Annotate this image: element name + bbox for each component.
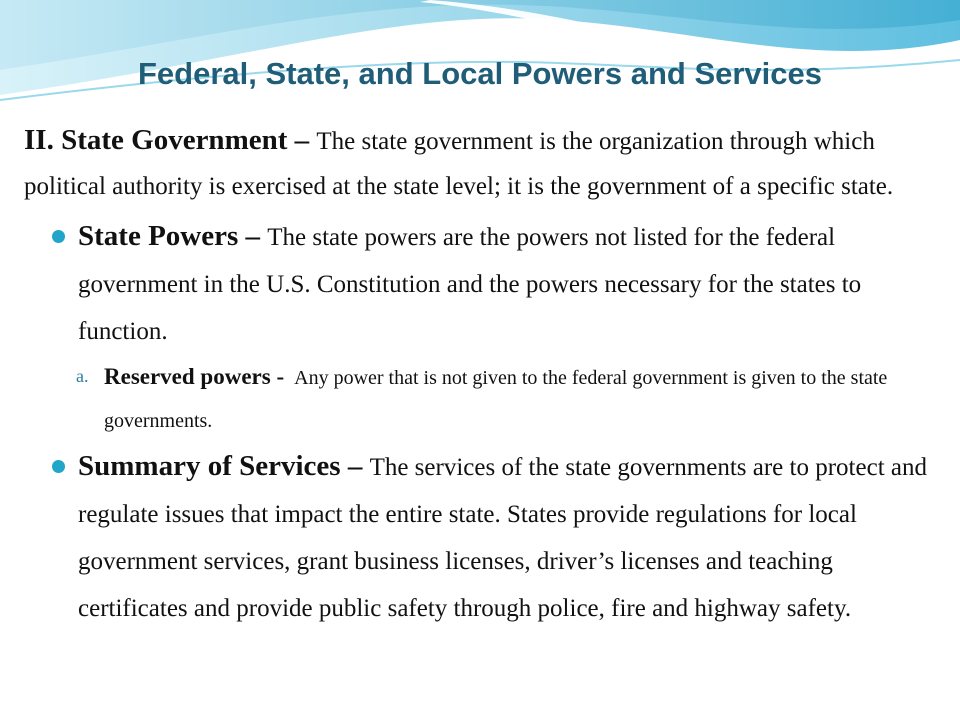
header-wave-banner bbox=[0, 0, 960, 110]
bullet-dash: – bbox=[340, 450, 370, 482]
bullet-text: The state powers are the powers not listed for the federal government in the U.S. Constitution and the powers necessary for the states to function. bbox=[78, 224, 862, 345]
sub-item-marker: a. bbox=[76, 366, 89, 386]
bullet-heading: Summary of Services bbox=[78, 450, 341, 482]
slide-title: Federal, State, and Local Powers and Services bbox=[138, 56, 822, 91]
sub-item-reserved-powers bbox=[24, 355, 939, 443]
intro-text: The state government is the organization through which political authority is exercised at the state level; it is the government of a specific state. bbox=[24, 128, 894, 200]
sub-item-text: Any power that is not given to the federal government is given to the state governments. bbox=[104, 367, 888, 432]
sub-item-heading: Reserved powers - bbox=[104, 364, 285, 389]
intro-heading: II. State Government bbox=[24, 124, 288, 156]
bullet-summary-of-services bbox=[24, 443, 939, 632]
slide-body bbox=[24, 118, 939, 632]
bullet-state-powers bbox=[24, 213, 939, 355]
bullet-icon bbox=[52, 460, 65, 473]
bullet-icon bbox=[52, 230, 65, 243]
bullet-text: The services of the state governments are to protect and regulate issues that impact the entire state. States provide regulations for local government services, grant business licenses, driver’s licenses and teaching certificates and provide public safety through police, fire and highway safety. bbox=[78, 454, 927, 622]
intro-dash: – bbox=[287, 124, 317, 156]
bullet-dash: – bbox=[238, 220, 268, 252]
bullet-heading: State Powers bbox=[78, 220, 239, 252]
intro-paragraph bbox=[24, 118, 939, 209]
